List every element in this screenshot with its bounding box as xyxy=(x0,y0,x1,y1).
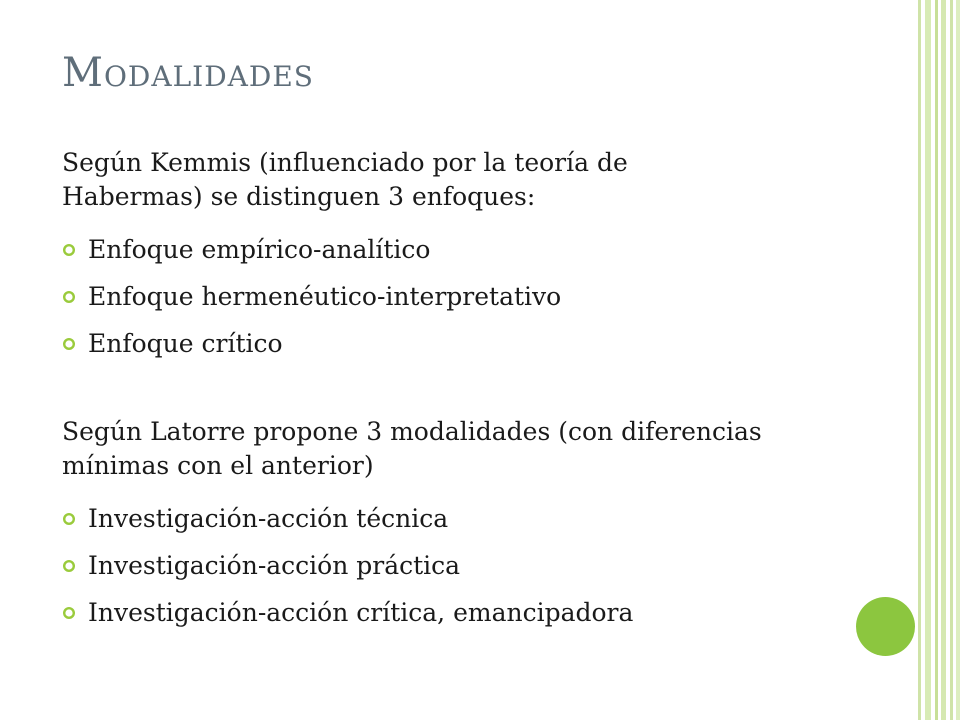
intro-paragraph-1: Según Kemmis (influenciado por la teoría de Habermas) se distinguen 3 enfoques: xyxy=(62,148,628,211)
ring-bullet-icon xyxy=(62,290,88,304)
list-item xyxy=(62,226,561,273)
list-item-text: Investigación-acción práctica xyxy=(88,551,461,580)
list-item-text: Investigación-acción crítica, emancipadora xyxy=(88,598,634,627)
ring-bullet-icon xyxy=(62,512,88,526)
list-item-text: Enfoque crítico xyxy=(88,329,283,358)
decor-stripe xyxy=(925,0,931,720)
list-item-text: Enfoque empírico-analítico xyxy=(88,235,431,264)
decor-stripe xyxy=(935,0,938,720)
list-item xyxy=(62,589,633,636)
decor-stripe xyxy=(941,0,946,720)
ring-bullet-icon xyxy=(62,606,88,620)
ring-bullet-icon xyxy=(62,337,88,351)
list-item xyxy=(62,495,633,542)
decor-stripe xyxy=(950,0,953,720)
list-item-text: Investigación-acción técnica xyxy=(88,504,449,533)
ring-bullet-icon xyxy=(62,243,88,257)
list-item xyxy=(62,320,561,367)
list-item xyxy=(62,273,561,320)
slide-title: Modalidades xyxy=(62,50,314,96)
intro-paragraph-2: Según Latorre propone 3 modalidades (con diferencias mínimas con el anterior) xyxy=(62,417,762,480)
list-item-text: Enfoque hermenéutico-interpretativo xyxy=(88,282,562,311)
ring-bullet-icon xyxy=(62,559,88,573)
decor-stripe xyxy=(918,0,921,720)
green-circle-icon xyxy=(856,597,915,656)
list-item xyxy=(62,542,633,589)
bullet-list-2 xyxy=(62,495,633,636)
bullet-list-1 xyxy=(62,226,561,367)
decor-stripe xyxy=(956,0,960,720)
